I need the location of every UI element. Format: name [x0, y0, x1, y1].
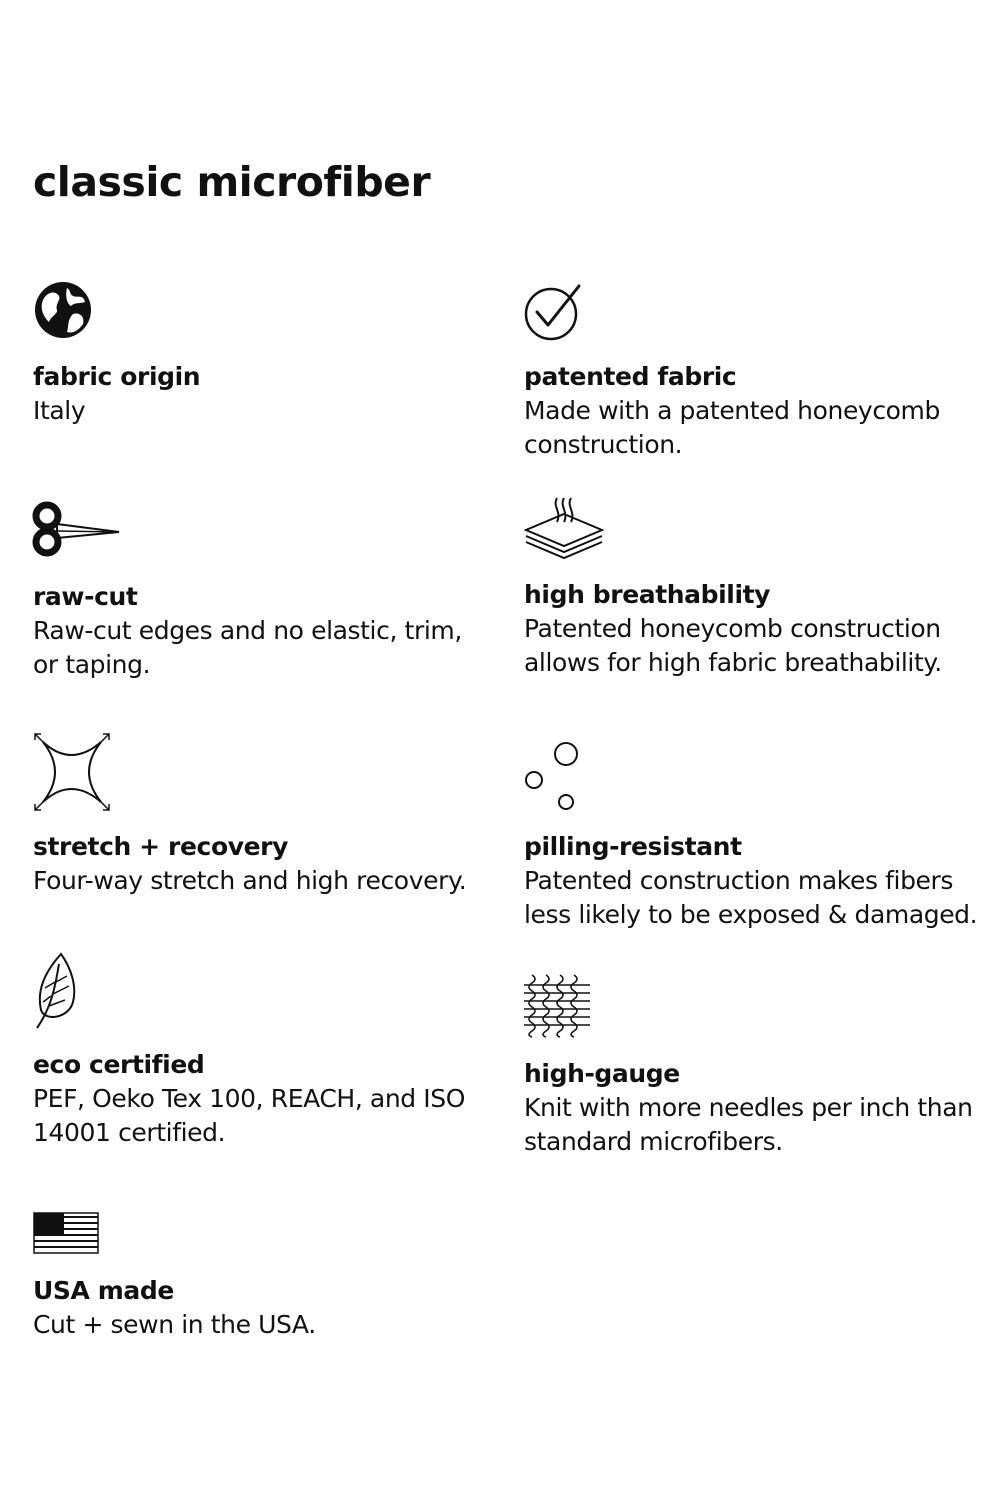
usa-flag-icon: [33, 1192, 473, 1254]
feature-description: Cut + sewn in the USA.: [33, 1310, 316, 1339]
bubbles-icon: [524, 748, 994, 810]
feature-title: pilling-resistant: [524, 832, 742, 861]
feature-title: patented fabric: [524, 362, 737, 391]
feature-title: high-gauge: [524, 1059, 680, 1088]
checkmark-circle-icon: [524, 278, 964, 340]
feature-fabric-origin: [33, 278, 473, 428]
breathable-layers-icon: [524, 496, 984, 558]
feature-title: raw-cut: [33, 582, 138, 611]
feature-description: Knit with more needles per inch than standard microfibers.: [524, 1093, 973, 1156]
globe-icon: [33, 278, 473, 340]
feature-title: USA made: [33, 1276, 174, 1305]
feature-title: eco certified: [33, 1050, 205, 1079]
knit-grid-icon: [524, 975, 984, 1037]
feature-eco-certified: [33, 966, 473, 1150]
feature-title: high breathability: [524, 580, 771, 609]
scissors-icon: [33, 498, 473, 560]
feature-high-breathability: [524, 496, 984, 680]
feature-title: fabric origin: [33, 362, 201, 391]
feature-high-gauge: [524, 975, 984, 1159]
feature-patented-fabric: [524, 278, 964, 462]
feature-description: Patented construction makes fibers less likely to be exposed & damaged.: [524, 866, 978, 929]
feature-description: Italy: [33, 396, 86, 425]
feature-description: Made with a patented honeycomb construction.: [524, 396, 940, 459]
feature-usa-made: [33, 1192, 473, 1342]
feature-raw-cut: [33, 498, 473, 682]
feature-pilling-resistant: [524, 748, 994, 932]
feature-description: Patented honeycomb construction allows for high fabric breathability.: [524, 614, 942, 677]
page-title: classic microfiber: [33, 158, 431, 206]
feature-description: PEF, Oeko Tex 100, REACH, and ISO 14001 certified.: [33, 1084, 466, 1147]
feature-title: stretch + recovery: [33, 832, 288, 861]
leaf-icon: [33, 966, 473, 1028]
feature-description: Raw-cut edges and no elastic, trim, or taping.: [33, 616, 462, 679]
four-way-stretch-icon: [33, 748, 483, 810]
feature-description: Four-way stretch and high recovery.: [33, 866, 467, 895]
feature-stretch-recovery: [33, 748, 483, 898]
